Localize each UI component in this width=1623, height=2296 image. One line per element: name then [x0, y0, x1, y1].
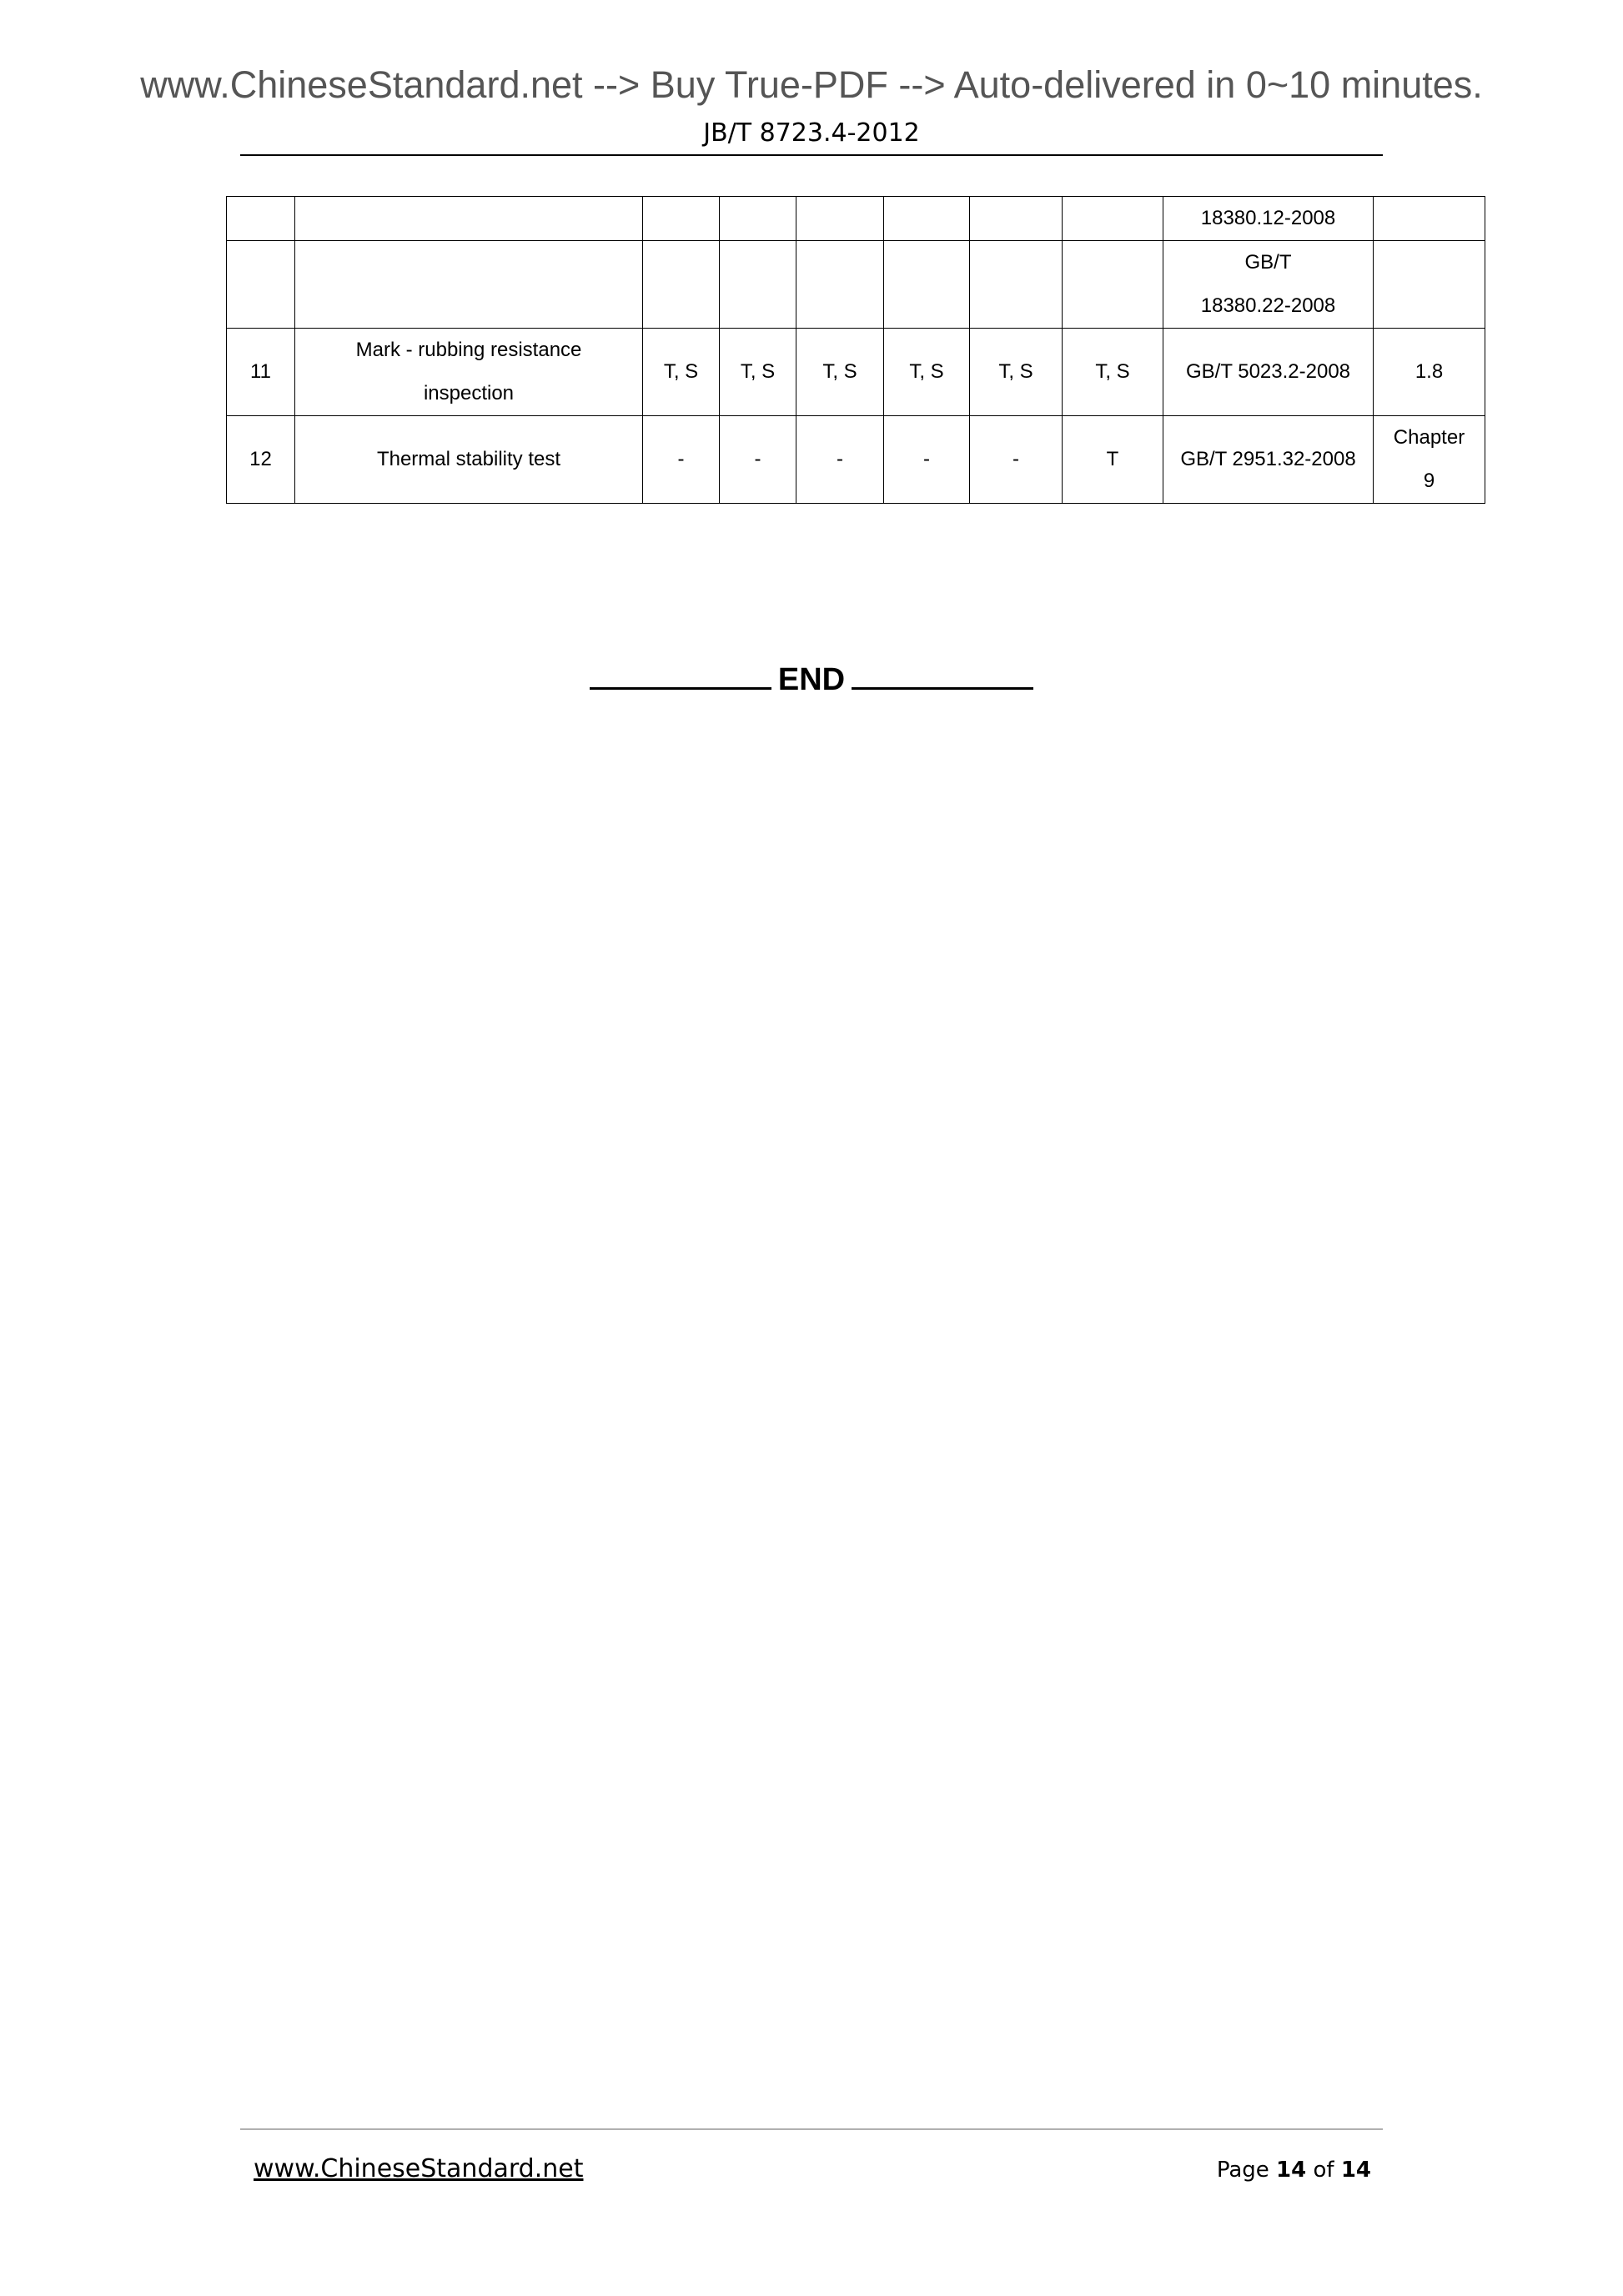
end-label: END: [777, 662, 846, 697]
table-cell: T, S: [970, 329, 1063, 416]
table-cell: 18380.12-2008: [1163, 197, 1374, 241]
footer-divider: [240, 2128, 1383, 2130]
inspection-table: [226, 196, 1485, 504]
page-indicator: [1217, 2158, 1371, 2183]
end-marker: [0, 657, 1623, 698]
table-cell: -: [796, 416, 884, 504]
table-cell: [796, 241, 884, 329]
table-cell: T, S: [720, 329, 796, 416]
table-cell: -: [720, 416, 796, 504]
table-row: [227, 329, 1485, 416]
table-cell: Mark - rubbing resistance inspection: [295, 329, 643, 416]
page-current: 14: [1276, 2158, 1307, 2183]
table-cell: 11: [227, 329, 295, 416]
table-cell: 12: [227, 416, 295, 504]
table-cell: GB/T 18380.22-2008: [1163, 241, 1374, 329]
table-cell: [796, 197, 884, 241]
footer-website-link[interactable]: www.ChineseStandard.net: [254, 2154, 584, 2183]
table-cell: Chapter 9: [1374, 416, 1485, 504]
table-cell: [970, 197, 1063, 241]
end-right-rule: [852, 657, 1033, 690]
table-cell: [720, 241, 796, 329]
table-cell: -: [970, 416, 1063, 504]
table-row: [227, 241, 1485, 329]
page-sep: of: [1313, 2158, 1334, 2183]
table-cell: [643, 241, 720, 329]
table-cell: [643, 197, 720, 241]
header-divider: [240, 154, 1383, 156]
table-row: [227, 197, 1485, 241]
table-cell: T, S: [1063, 329, 1163, 416]
table-cell: [227, 241, 295, 329]
table-cell: GB/T 2951.32-2008: [1163, 416, 1374, 504]
table-cell: [884, 197, 970, 241]
page-prefix: Page: [1216, 2158, 1269, 2183]
table-cell: [1063, 241, 1163, 329]
page-total: 14: [1340, 2158, 1371, 2183]
table-cell: [720, 197, 796, 241]
table-cell: [1063, 197, 1163, 241]
end-left-rule: [590, 657, 771, 690]
table-cell: [295, 197, 643, 241]
table-cell: -: [643, 416, 720, 504]
table-cell: T, S: [884, 329, 970, 416]
site-banner: www.ChineseStandard.net --> Buy True-PDF --> Auto-delivered in 0~10 minutes.: [140, 63, 1483, 106]
table-cell: 1.8: [1374, 329, 1485, 416]
document-number: JB/T 8723.4-2012: [703, 118, 920, 148]
table-cell: [227, 197, 295, 241]
table-cell: T, S: [643, 329, 720, 416]
table-cell: GB/T 5023.2-2008: [1163, 329, 1374, 416]
table-cell: -: [884, 416, 970, 504]
table-row: [227, 416, 1485, 504]
table-cell: [1374, 241, 1485, 329]
table-cell: T: [1063, 416, 1163, 504]
table-cell: T, S: [796, 329, 884, 416]
table-body: [227, 197, 1485, 504]
table-cell: [884, 241, 970, 329]
table-cell: [970, 241, 1063, 329]
table-cell: Thermal stability test: [295, 416, 643, 504]
table-cell: [295, 241, 643, 329]
table-cell: [1374, 197, 1485, 241]
